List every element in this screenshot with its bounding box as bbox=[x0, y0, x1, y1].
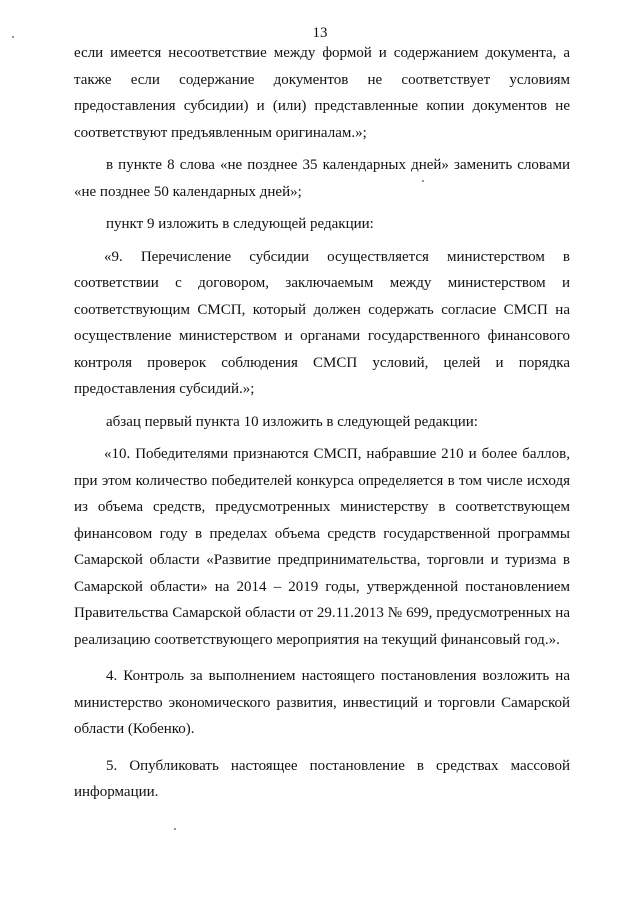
paragraph-point-10-text: «10. Победителями признаются СМСП, набравшие 210 и более баллов, при этом количество победителей конкурса определяется в том числе исходя из объема средств, предусмотренных министерству в соответствующем финансовом году в пределах объема средств государственной программы Самарской области «Развитие предпринимательства, торговли и туризма в Самарской области» на 2014 – 2019 годы, утвержденной постановлением Правительства Самарской области от 29.11.2013 № 699, предусмотренных на реализацию соответствующего мероприятия на текущий финансовый год.». bbox=[74, 446, 570, 648]
paragraph-point-9-text: «9. Перечисление субсидии осуществляется министерством в соответствии с договором, заключаемым между министерством и соответствующим СМСП, который должен содержать согласие СМСП на осуществление министерством и органами государственного финансового контроля проверок соблюдения СМСП условий, целей и порядка предоставления субсидий.»; bbox=[74, 248, 570, 397]
paragraph-point-8: в пункте 8 слова «не позднее 35 календарных дней» заменить словами «не позднее 50 календарных дней»; bbox=[74, 157, 570, 200]
paragraph-publish: 5. Опубликовать настоящее постановление в средствах массовой информации. bbox=[74, 757, 570, 800]
document-body bbox=[74, 40, 570, 806]
paragraph-point-10-intro: абзац первый пункта 10 изложить в следующей редакции: bbox=[106, 413, 478, 430]
paragraph-point-9-intro: пункт 9 изложить в следующей редакции: bbox=[106, 216, 374, 232]
paragraph-continuation: если имеется несоответствие между формой и содержанием документа, а также если содержание документов не соответствует условиям предоставления субсидии) и (или) представленные копии документов не соответствуют предъявленным оригиналам.»; bbox=[74, 45, 570, 141]
paragraph-control: 4. Контроль за выполнением настоящего постановления возложить на министерство экономического развития, инвестиций и торговли Самарской области (Кобенко). bbox=[74, 668, 570, 737]
page-number: 13 bbox=[312, 25, 328, 41]
scan-speck bbox=[422, 180, 424, 182]
scan-speck bbox=[174, 828, 176, 830]
scan-speck bbox=[12, 36, 14, 38]
